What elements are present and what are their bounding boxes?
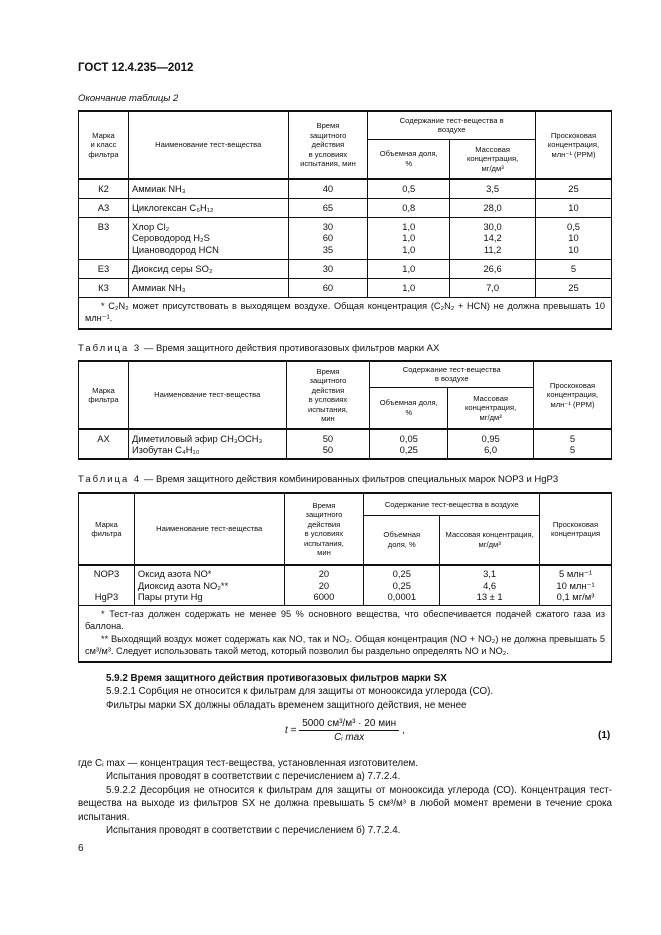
paragraph: 5.9.2.2 Десорбция не относится к фильтрам для защиты от монооксида углерода (СО). Концентрация тест-вещества на выходе из фильтров SX не должна превышать 5 см³/м³ в любой момент времени в течение срока испытания. [78,784,612,823]
paragraph: 5.9.2.1 Сорбция не относится к фильтрам для защиты от монооксида углерода (СО). [106,686,494,698]
paragraph: где Cᵢ max — концентрация тест-вещества, установленная изготовителем. [78,758,418,769]
t3-head-time: Время защитного действия в условиях испытания, мин [286,361,370,429]
formula-1: t = $\frac{\text{5000 см³/м³ · 20 мин}}{\text{Cᵢ max}}$ , [285,718,405,743]
table-row: В3 Хлор Cl₂ Сероводород H₂S Циановодород HCN 30 60 35 1,0 1,0 1,0 30,0 14,2 11,2 0,5 10 10 [79,217,612,259]
table-row: NOP3 HgP3 Оксид азота NO* Диоксид азота NO₂** Пары ртути Hg 20 20 6000 0,25 0,25 0,0001 3,1 4,6 13 ± 1 5 млн⁻¹ 10 млн⁻¹ 0,1 мг/м³ [79,565,612,605]
t3-head-mark: Марка фильтра [79,361,129,429]
t2-footnote: * C₂N₂ может присутствовать в выходящем воздухе. Общая концентрация (C₂N₂ + HCN) не должна превышать 10 млн⁻¹. [79,297,612,329]
t4-head-vol: Объемная доля, % [364,515,440,565]
t3-head-mass: Массовая концентрация, мг/дм³ [448,387,534,429]
t4-footnotes: * Тест-газ должен содержать не менее 95 % основного вещества, что обеспечивается подачей сжатого газа из баллона. ** Выходящий воздух может содержать как NO, так и NO₂. Общая концентрация (NO + NO₂) не должна превышать 5 см³/м³. Следует использовать такой метод, который позволил бы раздельно определять NO и NO₂. [79,605,612,662]
table-row: К2 Аммиак NH₃ 40 0,5 3,5 25 [79,179,612,198]
t3-head-leak: Проскоковая концентрация, млн⁻¹ (PPM) [534,361,612,429]
table-row: АХ Диметиловый эфир CH₃OCH₃ Изобутан C₄H₁₀ 50 50 0,05 0,25 0,95 6,0 5 5 [79,429,612,459]
t4-head-content: Содержание тест-вещества в воздухе [364,493,540,515]
t4-head-mass: Массовая концентрация, мг/дм³ [440,515,540,565]
table3-caption: Таблица 3 — Время защитного действия противогазовых фильтров марки АХ [78,343,440,354]
section-heading: 5.9.2 Время защитного действия противогазовых фильтров марки SX [106,673,447,684]
t2-head-mark: Марка и класс фильтра [79,111,129,179]
section-5-9-2-cont [78,757,612,837]
page-number: 6 [78,843,84,854]
t3-head-name: Наименование тест-вещества [128,361,286,429]
t2-head-content: Содержание тест-вещества в воздухе [368,111,536,139]
t4-head-mark: Марка фильтра [79,493,135,565]
table-row: Е3 Диоксид серы SO₂ 30 1,0 26,6 5 [79,259,612,278]
t2-head-time: Время защитного действия в условиях испытания, мин [288,111,368,179]
t4-head-name: Наименование тест-вещества [134,493,284,565]
table-row: К3 Аммиак NH₃ 60 1,0 7,0 25 [79,278,612,297]
table4 [78,492,612,663]
t2-head-name: Наименование тест-вещества [128,111,288,179]
standard-header: ГОСТ 12.4.235—2012 [78,62,194,74]
paragraph: Испытания проводят в соответствии с перечислением б) 7.7.2.4. [106,825,401,837]
t3-head-vol: Объемная доля, % [370,387,448,429]
t2-head-vol: Объемная доля, % [368,139,450,179]
table3 [78,360,612,460]
table2-caption: Окончание таблицы 2 [78,93,179,104]
t2-head-leak: Проскоковая концентрация, млн⁻¹ (PPM) [536,111,612,179]
equation-number: (1) [598,730,611,741]
t4-head-time: Время защитного действия в условиях испытания, мин [284,493,364,565]
t4-head-leak: Проскоковая концентрация [540,493,612,565]
table2 [78,110,612,330]
section-5-9-2 [78,672,612,712]
table4-caption: Таблица 4 — Время защитного действия комбинированных фильтров специальных марок NOP3 и HgP3 [78,474,559,485]
t2-head-mass: Массовая концентрация, мг/дм³ [450,139,536,179]
paragraph: Испытания проводят в соответствии с перечислением а) 7.7.2.4. [106,771,401,783]
t3-head-content: Содержание тест-вещества в воздухе [370,361,534,387]
paragraph: Фильтры марки SX должны обладать временем защитного действия, не менее [106,699,467,711]
table-row: А3 Циклогексан C₆H₁₂ 65 0,8 28,0 10 [79,198,612,217]
